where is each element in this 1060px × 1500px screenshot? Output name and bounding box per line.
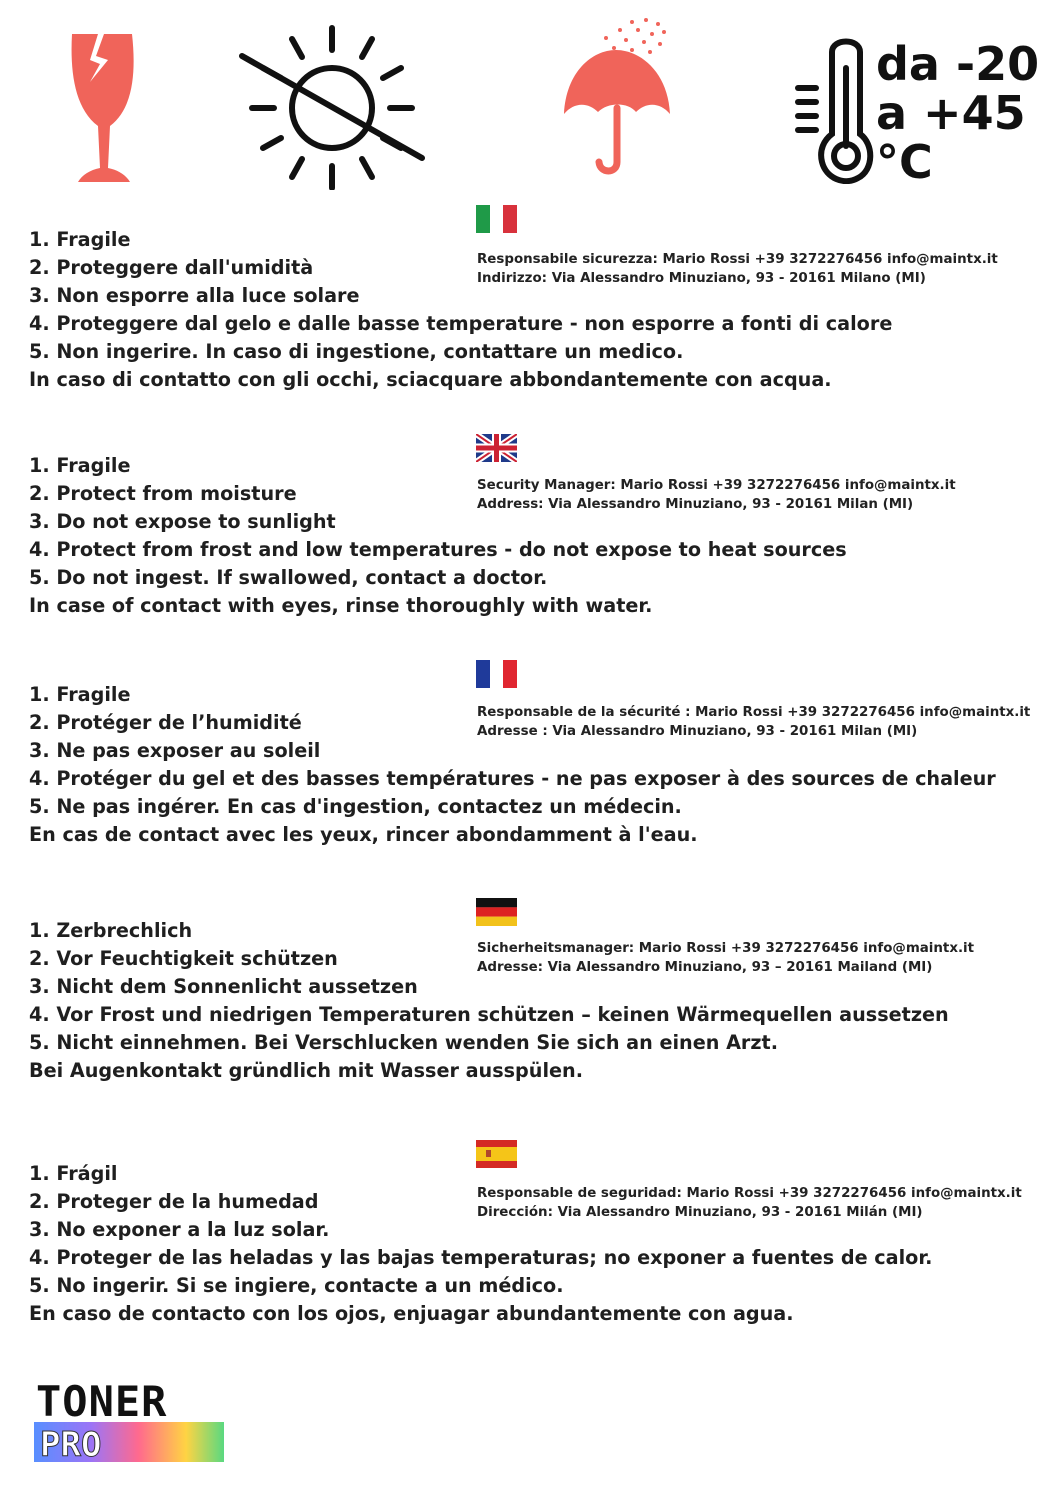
list-item: 4. Proteggere dal gelo e dalle basse temperature - non esporre a fonti di calore [29,312,893,335]
list-item: 2. Protect from moisture [29,482,297,505]
list-item: In caso di contatto con gli occhi, sciacquare abbondantemente con acqua. [29,368,832,391]
list-item: 2. Proteggere dall'umidità [29,256,314,279]
no-sunlight-icon [236,24,428,190]
list-item: 3. Do not expose to sunlight [29,510,336,533]
temperature-unit: °C [876,135,933,189]
instruction-list [29,681,996,849]
list-item: 3. Non esporre alla luce solare [29,284,360,307]
list-item: 2. Proteger de la humedad [29,1190,319,1213]
contact-address: Address: Via Alessandro Minuziano, 93 - 20161 Milan (MI) [477,497,914,512]
list-item: 1. Fragile [29,228,131,251]
list-item: 4. Protéger du gel et des basses températures - ne pas exposer à des sources de chaleur [29,767,996,790]
list-item: 1. Fragile [29,454,131,477]
instruction-list [29,1160,932,1328]
fragile-glass-icon [66,30,140,186]
contact-address: Adresse: Via Alessandro Minuziano, 93 – 20161 Mailand (MI) [477,960,933,975]
list-item: 5. Ne pas ingérer. En cas d'ingestion, contactez un médecin. [29,795,682,818]
contact-address: Adresse : Via Alessandro Minuziano, 93 - 20161 Milan (MI) [477,724,918,739]
list-item: 1. Fragile [29,683,131,706]
list-item: 4. Protect from frost and low temperatures - do not expose to heat sources [29,538,847,561]
logo-wordmark-bottom: PRO [40,1425,102,1465]
list-item: 2. Protéger de l’humidité [29,711,302,734]
logo-wordmark-top: TONER [36,1378,168,1426]
list-item: 5. Non ingerire. In caso di ingestione, contattare un medico. [29,340,684,363]
instruction-list [29,226,892,394]
list-item: In case of contact with eyes, rinse thoroughly with water. [29,594,653,617]
list-item: 1. Frágil [29,1162,118,1185]
list-item: 3. Ne pas exposer au soleil [29,739,321,762]
contact-manager: Security Manager: Mario Rossi +39 3272276456 info@maintx.it [477,478,956,493]
contact-manager: Responsable de la sécurité : Mario Rossi +39 3272276456 info@maintx.it [477,705,1031,720]
list-item: 3. No exponer a la luz solar. [29,1218,330,1241]
toner-pro-logo [34,1378,224,1474]
instruction-list [29,452,847,620]
temperature-line-2: a +45 [876,86,1026,140]
list-item: En cas de contact avec les yeux, rincer abondamment à l'eau. [29,823,698,846]
contact-address: Dirección: Via Alessandro Minuziano, 93 - 20161 Milán (MI) [477,1205,923,1220]
contact-manager: Responsable de seguridad: Mario Rossi +39 3272276456 info@maintx.it [477,1186,1022,1201]
keep-dry-umbrella-icon [560,16,676,180]
temperature-line-1: da -20 [876,37,1040,91]
contact-manager: Responsabile sicurezza: Mario Rossi +39 3272276456 info@maintx.it [477,252,998,267]
list-item: 5. No ingerir. Si se ingiere, contacte a un médico. [29,1274,564,1297]
list-item: En caso de contacto con los ojos, enjuagar abundantemente con agua. [29,1302,794,1325]
temperature-range [876,37,1040,189]
list-item: 5. Nicht einnehmen. Bei Verschlucken wenden Sie sich an einen Arzt. [29,1031,779,1054]
contact-manager: Sicherheitsmanager: Mario Rossi +39 3272276456 info@maintx.it [477,941,975,956]
list-item: 4. Proteger de las heladas y las bajas temperaturas; no exponer a fuentes de calor. [29,1246,933,1269]
list-item: Bei Augenkontakt gründlich mit Wasser ausspülen. [29,1059,583,1082]
list-item: 1. Zerbrechlich [29,919,193,942]
instruction-list [29,917,949,1085]
list-item: 2. Vor Feuchtigkeit schützen [29,947,338,970]
list-item: 5. Do not ingest. If swallowed, contact a doctor. [29,566,548,589]
list-item: 4. Vor Frost und niedrigen Temperaturen schützen – keinen Wärmequellen aussetzen [29,1003,949,1026]
list-item: 3. Nicht dem Sonnenlicht aussetzen [29,975,418,998]
contact-address: Indirizzo: Via Alessandro Minuziano, 93 - 20161 Milano (MI) [477,271,926,286]
thermometer-icon [794,38,874,184]
